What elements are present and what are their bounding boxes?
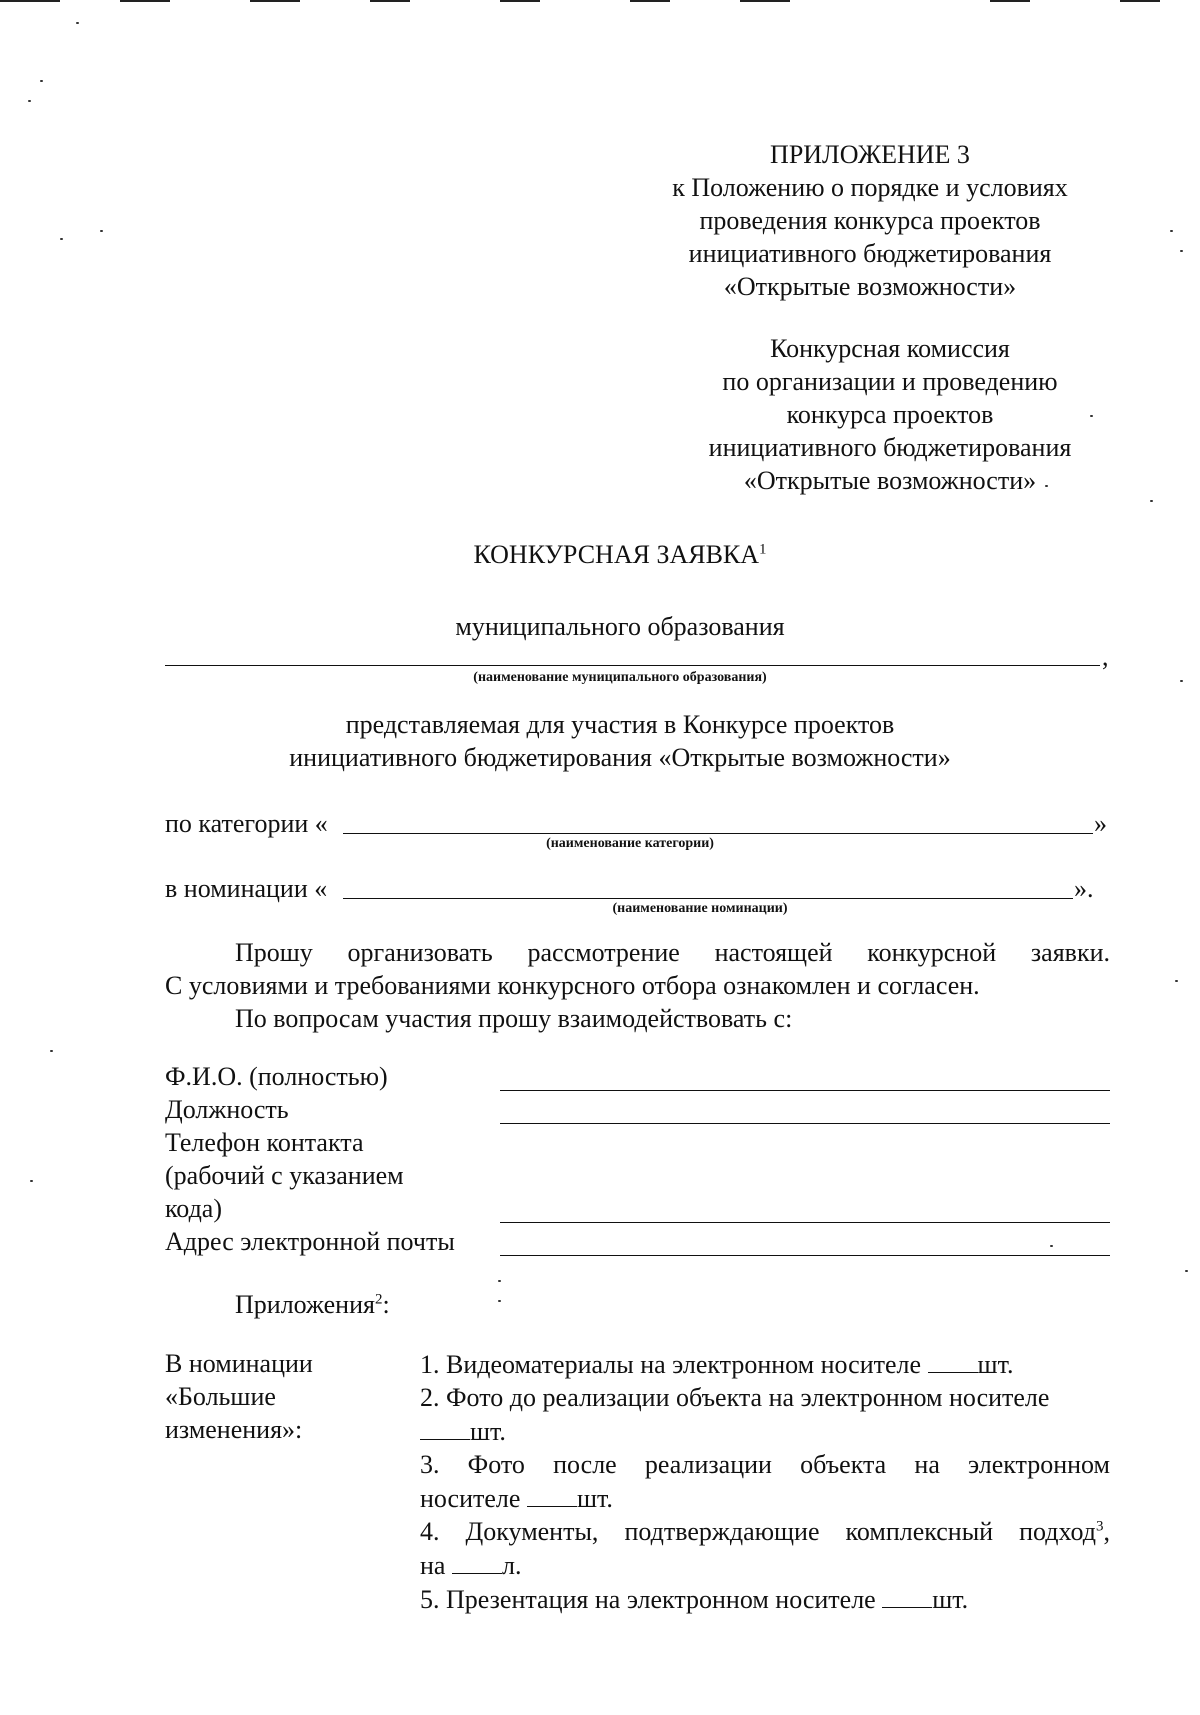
attachment-item-text: ,	[1103, 1517, 1110, 1546]
attachment-item-text: 1. Видеоматериалы на электронном носителе	[420, 1350, 922, 1379]
attachment-item-3	[420, 1448, 1110, 1481]
attachment-item-3-cont	[420, 1481, 1110, 1515]
appendix-title: ПРИЛОЖЕНИЕ 3	[770, 140, 970, 169]
presentation-count-field[interactable]	[882, 1582, 932, 1608]
contact-email-label: Адрес электронной почты	[165, 1227, 455, 1256]
attachment-item-text: на	[420, 1551, 446, 1580]
nomination-field[interactable]	[343, 898, 1073, 899]
contact-phone-field[interactable]	[500, 1222, 1110, 1223]
addressee-block	[660, 332, 1120, 497]
request-line: С условиями и требованиями конкурсного отбора ознакомлен и согласен.	[165, 971, 980, 1000]
nomination-prefix: в номинации «	[165, 874, 328, 903]
photo-before-count-field[interactable]	[420, 1414, 470, 1440]
footnote-marker: 2	[374, 1291, 383, 1308]
attachment-item-text: 3. Фото после реализации объекта на электронном	[420, 1450, 1110, 1479]
attachment-unit: шт.	[470, 1417, 506, 1446]
request-paragraph	[165, 936, 1110, 1035]
category-suffix: »	[1094, 809, 1107, 838]
request-line: По вопросам участия прошу взаимодействовать с:	[235, 1004, 793, 1033]
attachment-unit: л.	[501, 1551, 522, 1580]
addressee-line: инициативного бюджетирования	[708, 433, 1072, 462]
appendix-line: «Открытые возможности»	[723, 272, 1017, 301]
attachments-label: Приложения	[235, 1290, 375, 1319]
municipality-name-field[interactable]	[165, 665, 1100, 666]
attachment-unit: шт.	[576, 1484, 613, 1513]
attachment-unit: шт.	[977, 1350, 1014, 1379]
nomination-line: В номинации	[165, 1349, 313, 1378]
appendix-line: инициативного бюджетирования	[688, 239, 1052, 268]
contact-position-field[interactable]	[500, 1123, 1110, 1124]
municipality-comma: ,	[1102, 642, 1109, 671]
footnote-marker: 3	[1096, 1518, 1104, 1535]
attachment-unit: шт.	[932, 1585, 969, 1614]
contact-phone-line: Телефон контакта	[165, 1128, 364, 1157]
documents-sheets-field[interactable]	[452, 1548, 502, 1574]
addressee-line: «Открытые возможности»	[743, 466, 1037, 495]
category-hint: (наименование категории)	[546, 836, 714, 851]
photo-after-count-field[interactable]	[527, 1481, 577, 1507]
municipality-label: муниципального образования	[455, 612, 785, 641]
municipality-hint: (наименование муниципального образования)	[473, 670, 767, 685]
presented-line: инициативного бюджетирования «Открытые возможности»	[289, 743, 951, 772]
contact-fio-field[interactable]	[500, 1090, 1110, 1091]
attachment-item-2-cont	[420, 1414, 1110, 1448]
presented-line: представляемая для участия в Конкурсе проектов	[345, 710, 895, 739]
addressee-line: конкурса проектов	[786, 400, 994, 429]
contact-phone-label	[165, 1126, 404, 1225]
attachments-heading	[235, 1288, 390, 1321]
contact-fio-label: Ф.И.О. (полностью)	[165, 1062, 388, 1091]
contact-phone-line: (рабочий с указанием	[165, 1161, 404, 1190]
attachments-nomination	[165, 1347, 313, 1446]
nomination-hint: (наименование номинации)	[612, 901, 788, 916]
footnote-marker: 1	[759, 541, 767, 558]
addressee-line: Конкурсная комиссия	[770, 334, 1010, 363]
form-title-text: КОНКУРСНАЯ ЗАЯВКА	[473, 540, 760, 569]
category-prefix: по категории «	[165, 809, 328, 838]
category-field[interactable]	[343, 833, 1093, 834]
contact-email-field[interactable]	[500, 1255, 1110, 1256]
nomination-suffix: ».	[1074, 874, 1094, 903]
attachment-item-text: 5. Презентация на электронном носителе	[420, 1585, 876, 1614]
attachments-colon: :	[382, 1290, 390, 1319]
appendix-line: проведения конкурса проектов	[699, 206, 1041, 235]
attachment-item-text: 4. Документы, подтверждающие комплексный подход	[420, 1517, 1096, 1546]
request-line: Прошу организовать рассмотрение настоящей конкурсной заявки.	[235, 938, 1110, 967]
attachment-item-4-cont	[420, 1548, 1110, 1582]
video-count-field[interactable]	[928, 1347, 978, 1373]
appendix-block	[640, 138, 1100, 303]
form-title	[400, 538, 840, 571]
attachment-item-2	[420, 1381, 1110, 1414]
appendix-line: к Положению о порядке и условиях	[672, 173, 1068, 202]
attachment-item-1	[420, 1347, 1110, 1381]
addressee-line: по организации и проведению	[722, 367, 1058, 396]
nomination-line: изменения»:	[165, 1415, 303, 1444]
attachment-item-text: носителе	[420, 1484, 521, 1513]
nomination-line: «Большие	[165, 1382, 276, 1411]
contact-position-label: Должность	[165, 1095, 289, 1124]
attachments-list	[420, 1347, 1110, 1616]
presented-text	[150, 708, 1090, 774]
attachment-item-4	[420, 1515, 1110, 1548]
contact-phone-line: кода)	[165, 1194, 222, 1223]
attachment-item-5	[420, 1582, 1110, 1616]
attachment-item-text: 2. Фото до реализации объекта на электронном носителе	[420, 1383, 1050, 1412]
